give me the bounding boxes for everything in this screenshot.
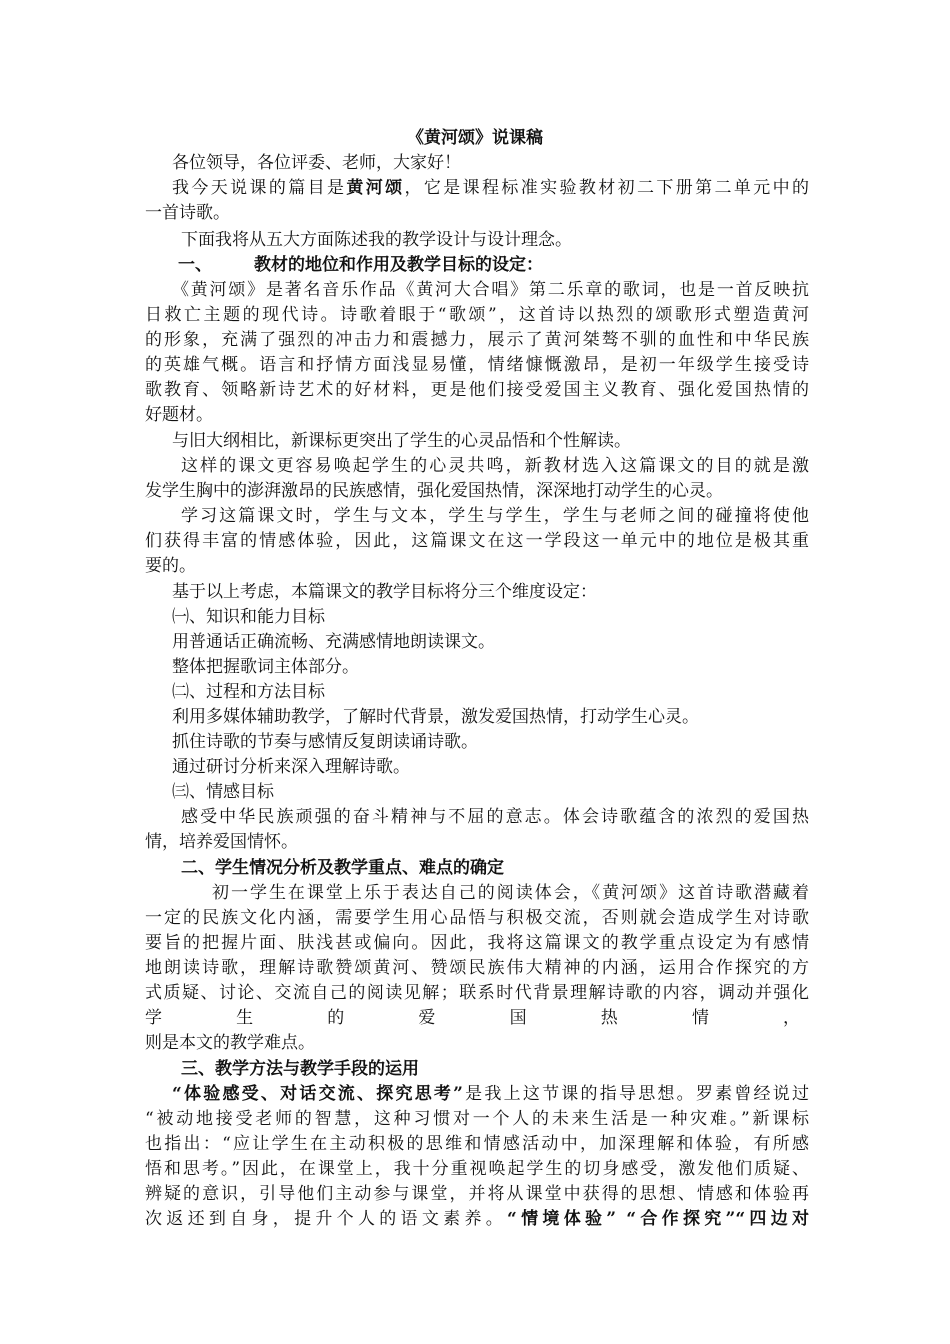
para-1-line-6: 好题材。 xyxy=(145,405,213,425)
section-3-line-6-text: 次返还到自身，提升个人的语文素养。 xyxy=(145,1209,508,1229)
spread-char: 爱 xyxy=(418,1008,436,1028)
guiding-idea-bold: “体验感受、对话交流、探究思考” xyxy=(172,1084,463,1104)
goal-1-item-a: 用普通话正确流畅、充满感情地朗读课文。 xyxy=(172,632,495,652)
heading-1 xyxy=(178,253,842,278)
section-2-line-3: 要旨的把握片面、肤浅甚或偏向。因此，我将这篇课文的教学重点设定为有感情 xyxy=(145,933,809,953)
section-3-line-2: “被动地接受老师的智慧，这种习惯对一个人的未来生活是一种灾难。”新课标 xyxy=(145,1109,809,1129)
section-3-line-3: 也指出：“应让学生在主动积极的思维和情感活动中，加深理解和体验，有所感 xyxy=(145,1134,809,1154)
spread-char: 的 xyxy=(327,1008,345,1028)
heading-1-number: 一、 xyxy=(178,255,212,275)
para-4-line-3: 要的。 xyxy=(145,556,196,576)
goal-2-heading: ㈡、过程和方法目标 xyxy=(172,682,325,702)
intro-text: 我今天说课的篇目是 xyxy=(172,178,347,198)
para-1-line-3: 的形象，充满了强烈的冲击力和震撼力，展示了黄河桀骜不驯的血性和中华民族 xyxy=(145,330,809,350)
para-1-line-1: 《黄河颂》是著名音乐作品《黄河大合唱》第二乐章的歌词，也是一首反映抗 xyxy=(172,280,809,300)
heading-2: 二、学生情况分析及教学重点、难点的确定 xyxy=(181,858,504,878)
goal-3-item-a: 感受中华民族顽强的奋斗精神与不屈的意志。体会诗歌蕴含的浓烈的爱国热 xyxy=(181,807,809,827)
para-4-line-1: 学习这篇课文时，学生与文本，学生与学生，学生与老师之间的碰撞将使他 xyxy=(181,506,809,526)
intro-bold-title: 黄河颂 xyxy=(346,178,405,198)
section-3-line-1-rest: 是我上这节课的指导思想。罗素曾经说过 xyxy=(462,1084,809,1104)
section-3-line-6-bold: “情境体验” “合作探究”“四边对 xyxy=(507,1209,809,1229)
para-1-line-2: 日救亡主题的现代诗。诗歌着眼于“歌颂”，这首诗以热烈的颂歌形式塑造黄河 xyxy=(145,305,809,325)
goal-2-item-c: 通过研讨分析来深入理解诗歌。 xyxy=(172,757,410,777)
heading-3: 三、教学方法与教学手段的运用 xyxy=(181,1059,419,1079)
section-2-line-6 xyxy=(145,1006,800,1031)
para-1-line-5: 歌教育、领略新诗艺术的好材料，更是他们接受爱国主义教育、强化爱国热情的 xyxy=(145,380,809,400)
section-3-line-4: 悟和思考。”因此，在课堂上，我十分重视唤起学生的切身感受，激发他们质疑、 xyxy=(145,1159,809,1179)
intro-line-1 xyxy=(172,176,809,201)
section-3-line-5: 辨疑的意识，引导他们主动参与课堂，并将从课堂中获得的思想、情感和体验再 xyxy=(145,1184,809,1204)
section-3-line-1 xyxy=(172,1082,809,1107)
para-3-line-2: 发学生胸中的澎湃激昂的民族感情，强化爱国热情，深深地打动学生的心灵。 xyxy=(145,481,723,501)
spread-char: 热 xyxy=(600,1008,618,1028)
goal-1-item-b: 整体把握歌词主体部分。 xyxy=(172,657,359,677)
para-3-line-1: 这样的课文更容易唤起学生的心灵共鸣，新教材选入这篇课文的目的就是激 xyxy=(181,456,809,476)
para-5: 基于以上考虑，本篇课文的教学目标将分三个维度设定： xyxy=(172,582,597,602)
spread-char: 生 xyxy=(236,1008,254,1028)
section-2-line-4: 地朗读诗歌，理解诗歌赞颂黄河、赞颂民族伟大精神的内涵，运用合作探究的方 xyxy=(145,958,809,978)
goal-1-heading: ㈠、知识和能力目标 xyxy=(172,607,325,627)
spread-char: 学 xyxy=(145,1008,162,1028)
spread-char: 国 xyxy=(509,1008,527,1028)
greeting: 各位领导，各位评委、老师，大家好！ xyxy=(172,153,461,173)
section-2-line-2: 一定的民族文化内涵，需要学生用心品悟与积极交流，否则就会造成学生对诗歌 xyxy=(145,908,809,928)
para-4-line-2: 们获得丰富的情感体验，因此，这篇课文在这一学段这一单元中的地位是极其重 xyxy=(145,531,809,551)
section-2-line-7: 则是本文的教学难点。 xyxy=(145,1033,315,1053)
overview: 下面我将从五大方面陈述我的教学设计与设计理念。 xyxy=(181,230,572,250)
goal-3-heading: ㈢、情感目标 xyxy=(172,782,274,802)
intro-line-2: 一首诗歌。 xyxy=(145,203,230,223)
goal-3-item-b: 情，培养爱国情怀。 xyxy=(145,832,298,852)
doc-title: 《黄河颂》说课稿 xyxy=(407,128,543,148)
goal-2-item-a: 利用多媒体辅助教学，了解时代背景，激发爱国热情，打动学生心灵。 xyxy=(172,707,699,727)
spread-char: 情 xyxy=(691,1008,709,1028)
para-1-line-4: 的英雄气概。语言和抒情方面浅显易懂，情绪慷慨激昂，是初一年级学生接受诗 xyxy=(145,355,809,375)
intro-text-rest: ，它是课程标准实验教材初二下册第二单元中的 xyxy=(404,178,809,198)
section-3-line-6 xyxy=(145,1207,809,1232)
goal-2-item-b: 抓住诗歌的节奏与感情反复朗读诵诗歌。 xyxy=(172,732,478,752)
heading-1-text: 教材的地位和作用及教学目标的设定： xyxy=(254,255,543,275)
section-2-line-5: 式质疑、讨论、交流自己的阅读见解；联系时代背景理解诗歌的内容，调动并强化 xyxy=(145,983,809,1003)
spread-char: ， xyxy=(782,1008,800,1028)
para-2: 与旧大纲相比，新课标更突出了学生的心灵品悟和个性解读。 xyxy=(172,431,631,451)
section-2-line-1: 初一学生在课堂上乐于表达自己的阅读体会，《黄河颂》这首诗歌潜藏着 xyxy=(212,883,809,903)
